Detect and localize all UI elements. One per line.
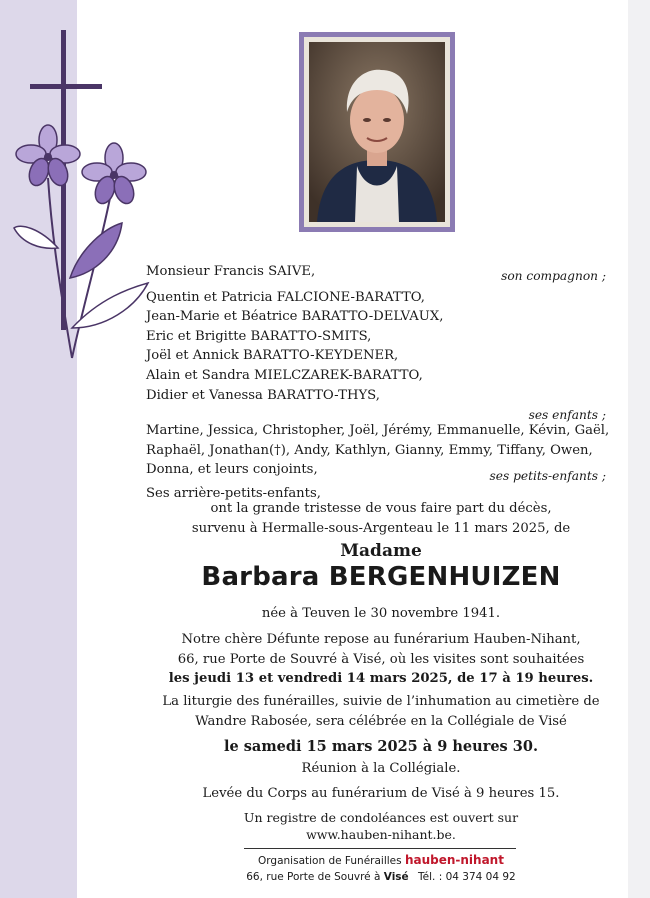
companion-name: Monsieur Francis SAIVE, bbox=[146, 264, 316, 279]
grandchildren-line: Raphaël, Jonathan(†), Andy, Kathlyn, Gianny, Emmy, Tiffany, Owen, bbox=[146, 442, 593, 458]
footer-address-city: Visé bbox=[383, 871, 409, 883]
announcement bbox=[146, 499, 616, 538]
cross-and-violets-icon bbox=[10, 28, 160, 368]
footer-org bbox=[146, 853, 616, 867]
visitation-dates: les jeudi 13 et vendredi 14 mars 2025, de 17 à 19 heures. bbox=[168, 671, 594, 686]
child-line: Jean-Marie et Béatrice BARATTO-DELVAUX, bbox=[146, 309, 444, 325]
footer-phone: Tél. : 04 374 04 92 bbox=[418, 871, 516, 883]
family-list bbox=[146, 262, 616, 504]
portrait-photo bbox=[309, 42, 445, 222]
footer-brand-logo: hauben-nihant bbox=[404, 853, 504, 867]
register-line: Un registre de condoléances est ouvert sur bbox=[243, 810, 519, 825]
meeting-info: Réunion à la Collégiale. bbox=[301, 761, 461, 776]
birth-info: née à Teuven le 30 novembre 1941. bbox=[261, 606, 501, 621]
funeral-line: Wandre Rabosée, sera célébrée en la Collégiale de Visé bbox=[195, 713, 567, 729]
footer-org-prefix: Organisation de Funérailles bbox=[258, 855, 402, 867]
child-line: Joël et Annick BARATTO-KEYDENER, bbox=[146, 348, 399, 364]
child-line: Quentin et Patricia FALCIONE-BARATTO, bbox=[146, 289, 425, 305]
funeral-date: le samedi 15 mars 2025 à 9 heures 30. bbox=[223, 738, 538, 755]
footer-address bbox=[146, 871, 616, 883]
great-grandchildren-line: Ses arrière-petits-enfants, bbox=[146, 485, 321, 501]
companion-role: son compagnon ; bbox=[501, 268, 606, 283]
grandchildren-line: Donna, et leurs conjoints, bbox=[146, 462, 318, 478]
grandchildren-role: ses petits-enfants ; bbox=[489, 468, 606, 483]
funeral-line: La liturgie des funérailles, suivie de l’inhumation au cimetière de bbox=[162, 694, 600, 709]
visitation-info bbox=[146, 630, 616, 689]
grandchildren-line: Martine, Jessica, Christopher, Joël, Jérémy, Emmanuelle, Kévin, Gaël, bbox=[146, 423, 610, 439]
child-line: Alain et Sandra MIELCZAREK-BARATTO, bbox=[146, 367, 423, 383]
announcement-line: ont la grande tristesse de vous faire part du décès, bbox=[210, 501, 552, 516]
deceased-title: Madame bbox=[340, 541, 422, 561]
announcement-line: survenu à Hermalle-sous-Argenteau le 11 mars 2025, de bbox=[191, 520, 571, 536]
deceased-name: Barbara BERGENHUIZEN bbox=[201, 562, 561, 592]
footer-divider bbox=[244, 848, 516, 849]
child-line: Didier et Vanessa BARATTO-THYS, bbox=[146, 387, 380, 403]
portrait-frame bbox=[299, 32, 455, 232]
visitation-line: Notre chère Défunte repose au funérarium Hauben-Nihant, bbox=[181, 632, 581, 647]
footer-address-prefix: 66, rue Porte de Souvré à bbox=[246, 871, 381, 883]
funeral-info bbox=[146, 692, 616, 757]
children-role: ses enfants ; bbox=[528, 408, 606, 423]
visitation-line: 66, rue Porte de Souvré à Visé, où les visites sont souhaitées bbox=[177, 651, 585, 667]
right-gutter bbox=[628, 0, 650, 898]
register-url[interactable]: www.hauben-nihant.be. bbox=[306, 827, 456, 842]
register-info bbox=[146, 809, 616, 843]
child-line: Eric et Brigitte BARATTO-SMITS, bbox=[146, 328, 372, 344]
departure-info: Levée du Corps au funérarium de Visé à 9 heures 15. bbox=[202, 786, 560, 801]
